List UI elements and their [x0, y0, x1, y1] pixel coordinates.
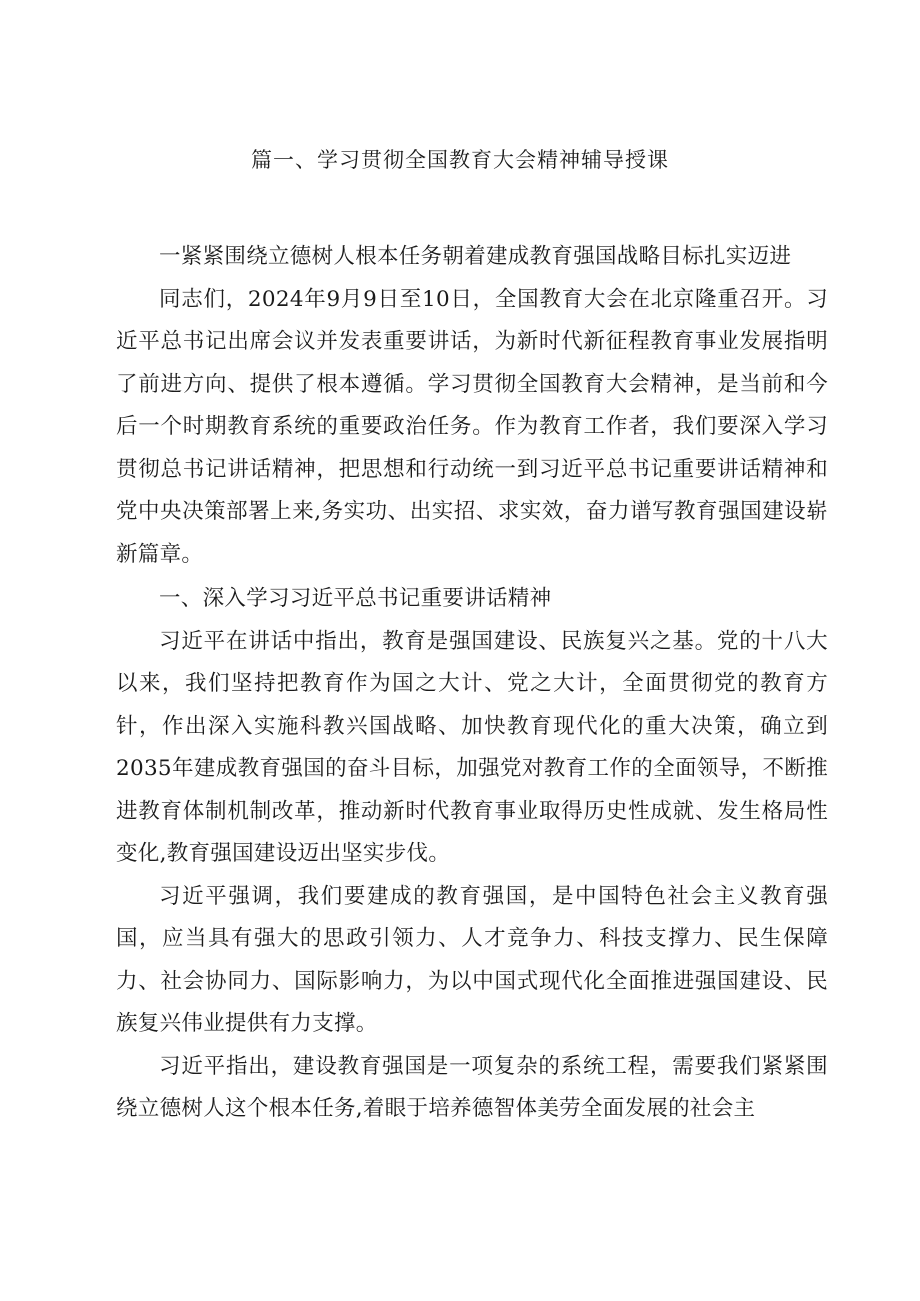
section-heading: 一紧紧围绕立德树人根本任务朝着建成教育强国战略目标扎实迈进	[159, 244, 792, 269]
paragraph-body: 习近平强调，我们要建成的教育强国，是中国特色社会主义教育强国，应当具有强大的思政引领力、人才竞争力、科技支撑力、民生保障力、社会协同力、国际影响力，为以中国式现代化全面推进强国建设、民族复兴伟业提供有力支撑。	[116, 883, 828, 1036]
paragraph-intro: 同志们，2024年9月9日至10日，全国教育大会在北京隆重召开。习近平总书记出席会议并发表重要讲话，为新时代新征程教育事业发展指明了前进方向、提供了根本遵循。学习贯彻全国教育大会精神，是当前和今后一个时期教育系统的重要政治任务。作为教育工作者，我们要深入学习贯彻总书记讲话精神，把思想和行动统一到习近平总书记重要讲话精神和党中央决策部署上来,务实功、出实招、求实效，奋力谱写教育强国建设崭新篇章。	[116, 286, 828, 567]
document-body	[116, 236, 828, 1131]
paragraph-body: 习近平在讲话中指出，教育是强国建设、民族复兴之基。党的十八大以来，我们坚持把教育作为国之大计、党之大计，全面贯彻党的教育方针，作出深入实施科教兴国战略、加快教育现代化的重大决策，确立到2035年建成教育强国的奋斗目标，加强党对教育工作的全面领导，不断推进教育体制机制改革，推动新时代教育事业取得历史性成就、发生格局性变化,教育强国建设迈出坚实步伐。	[116, 628, 828, 866]
document-title: 篇一、学习贯彻全国教育大会精神辅导授课	[251, 148, 669, 172]
subsection-heading: 一、深入学习习近平总书记重要讲话精神	[159, 586, 552, 611]
paragraph-body: 习近平指出，建设教育强国是一项复杂的系统工程，需要我们紧紧围绕立德树人这个根本任务,着眼于培养德智体美劳全面发展的社会主	[116, 1053, 828, 1121]
